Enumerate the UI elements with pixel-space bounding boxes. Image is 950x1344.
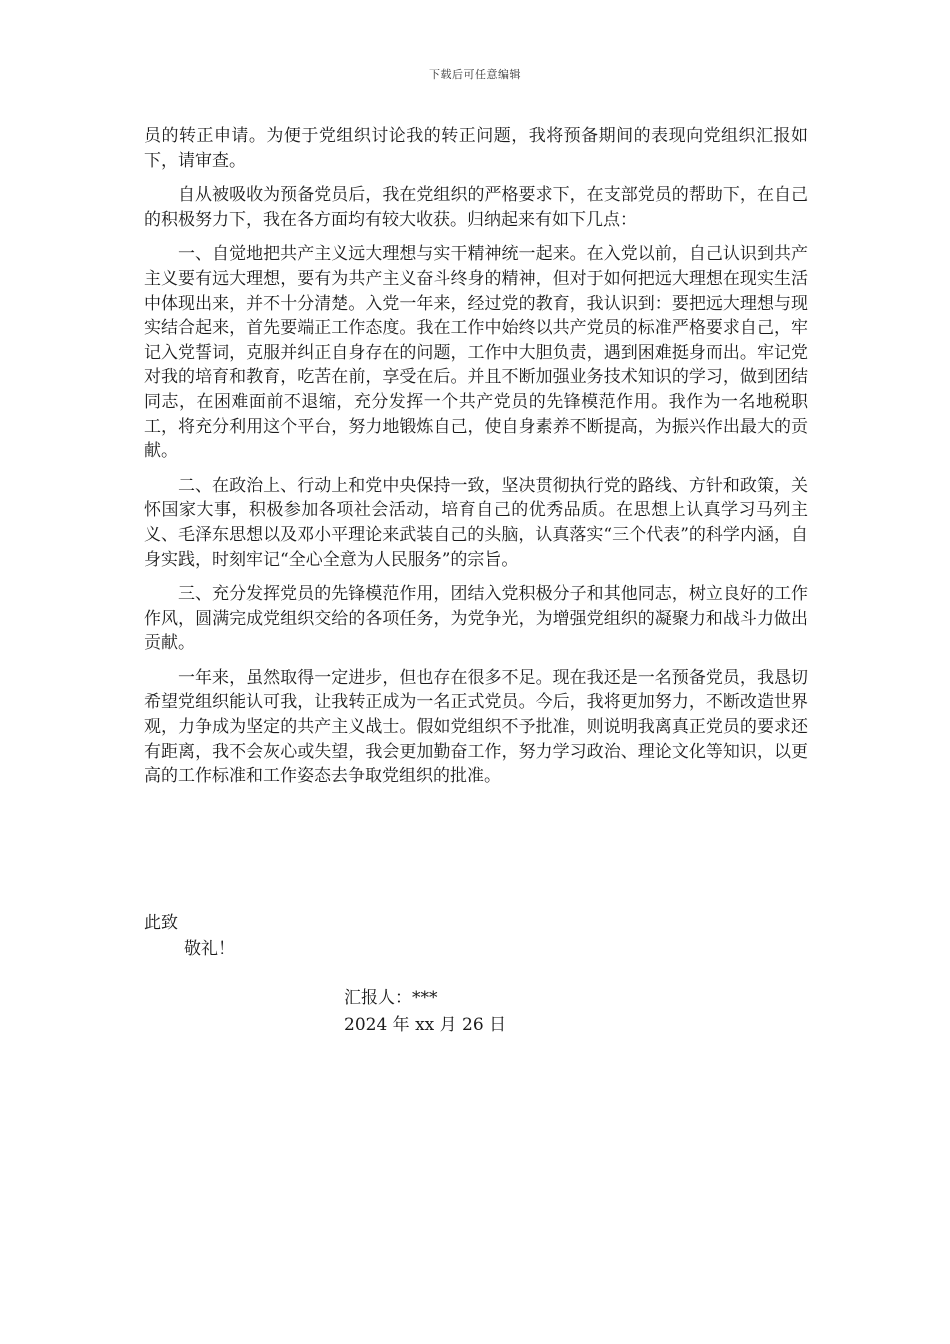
body-paragraph-6: 一年来，虽然取得一定进步，但也存在很多不足。现在我还是一名预备党员，我恳切希望党组织能认可我，让我转正成为一名正式党员。今后，我将更加努力，不断改造世界观，力争成为坚定的共产主义战士。假如党组织不予批准，则说明我离真正党员的要求还有距离，我不会灰心或失望，我会更加勤奋工作，努力学习政治、理论文化等知识，以更高的工作标准和工作姿态去争取党组织的批准。 (144, 667, 808, 787)
body-paragraph-5: 三、充分发挥党员的先锋模范作用，团结入党积极分子和其他同志，树立良好的工作作风，圆满完成党组织交给的各项任务，为党争光，为增强党组织的凝聚力和战斗力做出贡献。 (144, 584, 808, 654)
body-paragraph-2: 自从被吸收为预备党员后，我在党组织的严格要求下，在支部党员的帮助下，在自己的积极努力下，我在各方面均有较大收获。归纳起来有如下几点： (144, 185, 808, 230)
reporter-name: 汇报人：*** (344, 988, 438, 1008)
report-date: 2024 年 xx 月 26 日 (344, 1015, 507, 1035)
closing-regards: 敬礼！ (184, 939, 235, 959)
closing-salute: 此致 (144, 913, 178, 933)
page-header-note: 下载后可任意编辑 (429, 68, 521, 81)
report-body (144, 124, 808, 799)
closing-block (144, 910, 235, 962)
signature-block (344, 985, 506, 1039)
body-paragraph-3: 一、自觉地把共产主义远大理想与实干精神统一起来。在入党以前，自己认识到共产主义要有远大理想，要有为共产主义奋斗终身的精神，但对于如何把远大理想在现实生活中体现出来，并不十分清楚。入党一年来，经过党的教育，我认识到：要把远大理想与现实结合起来，首先要端正工作态度。我在工作中始终以共产党员的标准严格要求自己，牢记入党誓词，克服并纠正自身存在的问题，工作中大胆负责，遇到困难挺身而出。牢记党对我的培育和教育，吃苦在前，享受在后。并且不断加强业务技术知识的学习，做到团结同志，在困难面前不退缩，充分发挥一个共产党员的先锋模范作用。我作为一名地税职工，将充分利用这个平台，努力地锻炼自己，使自身素养不断提高，为振兴作出最大的贡献。 (144, 244, 808, 462)
body-paragraph-4: 二、在政治上、行动上和党中央保持一致，坚决贯彻执行党的路线、方针和政策，关怀国家大事，积极参加各项社会活动，培育自己的优秀品质。在思想上认真学习马列主义、毛泽东思想以及邓小平理论来武装自己的头脑，认真落实“三个代表”的科学内涵，自身实践，时刻牢记“全心全意为人民服务”的宗旨。 (144, 475, 808, 570)
body-paragraph-1: 员的转正申请。为便于党组织讨论我的转正问题，我将预备期间的表现向党组织汇报如下，请审查。 (144, 126, 808, 171)
